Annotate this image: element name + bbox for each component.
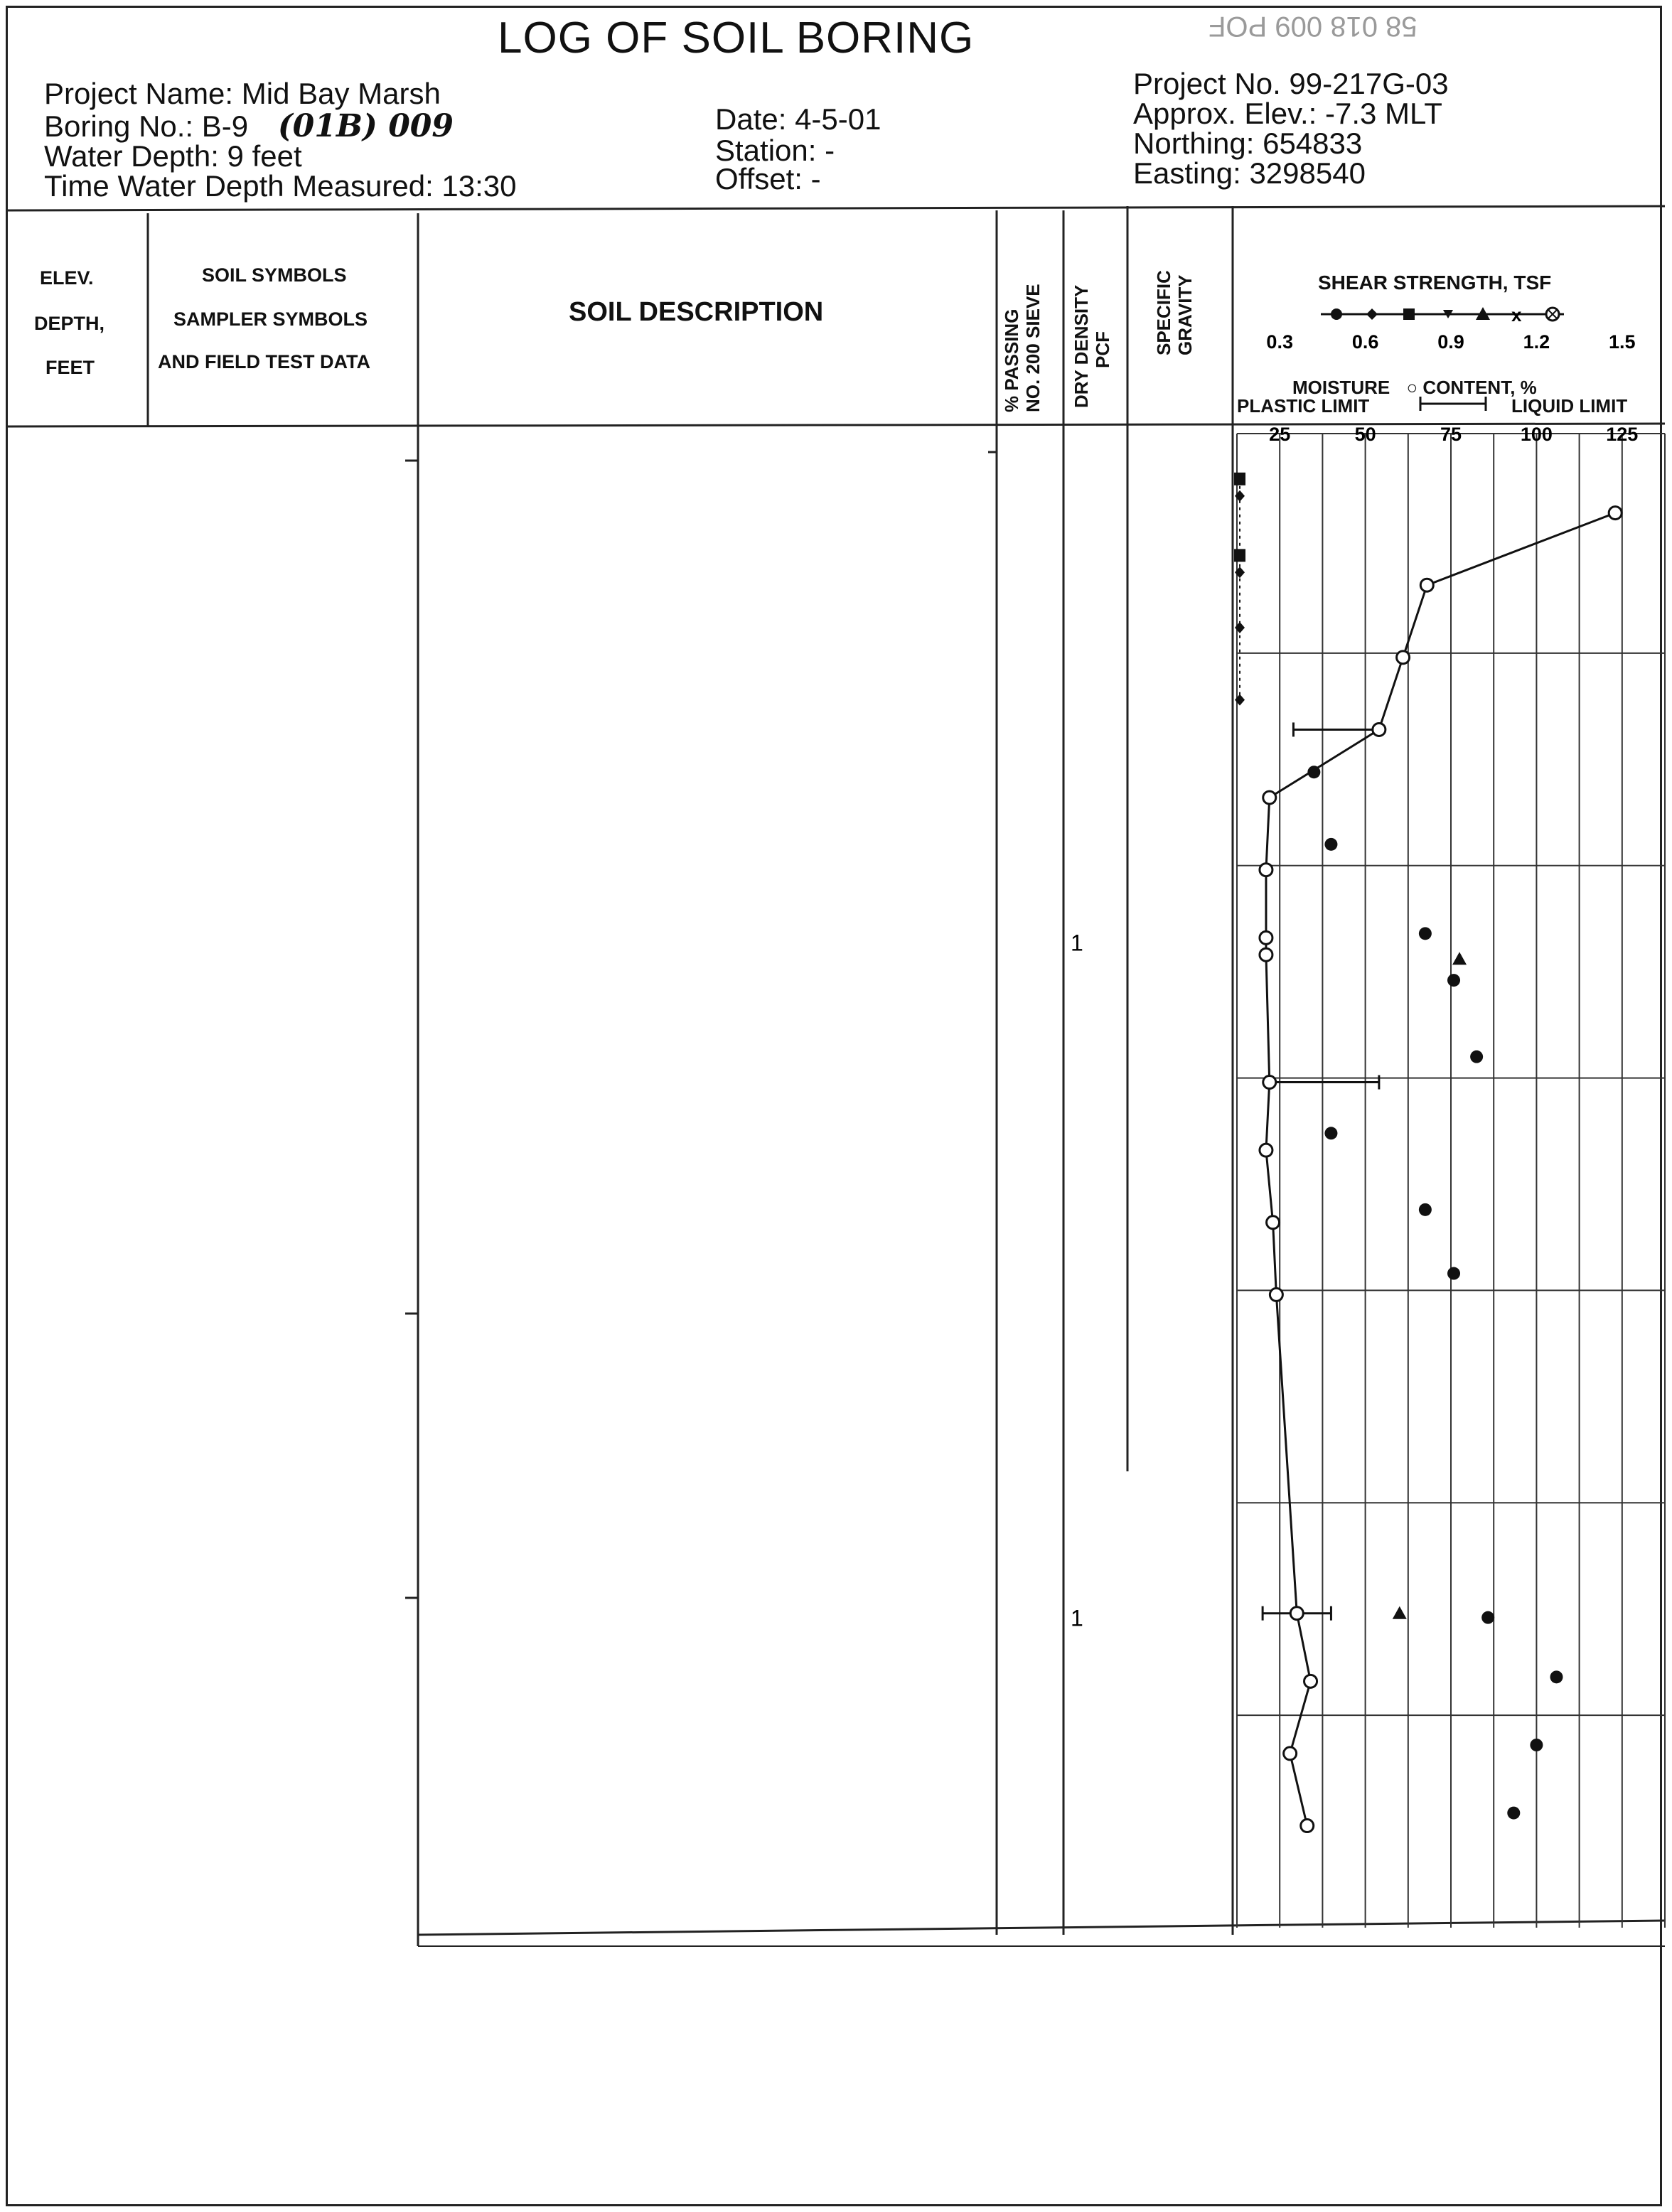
northing-label: Northing: — [1133, 127, 1255, 160]
shear-strength-point — [1324, 838, 1337, 851]
northing-value: 654833 — [1263, 127, 1363, 160]
col-percent-passing-line2: NO. 200 SIEVE — [1022, 284, 1044, 412]
shear-tick-label: 1.2 — [1523, 331, 1550, 353]
moisture-tick-label: 75 — [1440, 424, 1462, 445]
date-label: Date: — [715, 102, 787, 136]
shear-strength-point — [1234, 473, 1245, 485]
moisture-content-point — [1260, 931, 1272, 944]
moisture-content-point — [1290, 1607, 1303, 1620]
col-dry-density-line2: PCF — [1092, 331, 1113, 368]
shear-tick-label: 0.6 — [1351, 331, 1379, 353]
moisture-tick-label: 100 — [1520, 424, 1553, 445]
shear-tick-label: 0.3 — [1266, 331, 1293, 353]
shear-strength-point — [1452, 952, 1467, 965]
shear-strength-point — [1307, 766, 1320, 778]
boring-handwritten-note: (01B) 009 — [277, 108, 454, 144]
easting-value: 3298540 — [1249, 156, 1366, 190]
shear-strength-point — [1419, 1203, 1432, 1216]
moisture-tick-label: 50 — [1354, 424, 1376, 445]
moisture-content-point — [1284, 1747, 1297, 1760]
col-percent-passing-line1: % PASSING — [1001, 308, 1022, 412]
shear-strength-point — [1393, 1606, 1407, 1619]
moisture-content-point — [1609, 507, 1622, 520]
col-soil-symbols: SOIL SYMBOLS — [202, 264, 347, 286]
project-no-label: Project No. — [1133, 67, 1281, 100]
moisture-content-point — [1270, 1288, 1282, 1301]
moisture-open-circle-icon: ○ — [1406, 377, 1418, 398]
moisture-content-point — [1267, 1216, 1280, 1229]
offset-label: Offset: — [715, 162, 803, 195]
shear-strength-point — [1550, 1670, 1563, 1683]
shear-strength-point — [1470, 1051, 1483, 1063]
moisture-tick-label: 125 — [1606, 424, 1639, 445]
water-depth-value: 9 feet — [227, 139, 302, 173]
moisture-content-line — [1266, 513, 1615, 1826]
project-no-value: 99-217G-03 — [1289, 67, 1449, 100]
shear-strength-point — [1481, 1611, 1494, 1624]
col-soil-description: SOIL DESCRIPTION — [569, 297, 824, 327]
col-sampler-symbols: SAMPLER SYMBOLS — [173, 308, 368, 330]
boring-no-value: B-9 — [201, 109, 249, 143]
water-depth-label: Water Depth: — [44, 139, 219, 173]
moisture-content-point — [1260, 864, 1272, 876]
elevation-label: Approx. Elev.: — [1133, 97, 1317, 130]
offset-value: - — [810, 162, 821, 195]
shear-strength-point — [1447, 1267, 1460, 1280]
project-name-label: Project Name: — [44, 77, 234, 110]
plastic-limit-label: PLASTIC LIMIT — [1237, 395, 1370, 417]
moisture-content-point — [1263, 791, 1276, 804]
moisture-tick-label: 25 — [1269, 424, 1291, 445]
moisture-content-point — [1260, 1144, 1272, 1156]
moisture-content-label: CONTENT, % — [1422, 377, 1537, 398]
moisture-content-point — [1260, 948, 1272, 961]
shear-strength-point — [1324, 1127, 1337, 1139]
shear-strength-point — [1507, 1807, 1520, 1820]
col-field-test-data: AND FIELD TEST DATA — [158, 351, 370, 372]
form-title: LOG OF SOIL BORING — [498, 14, 975, 63]
shear-strength-title: SHEAR STRENGTH, TSF — [1318, 272, 1552, 294]
svg-text:x: x — [1511, 304, 1522, 326]
col-depth: DEPTH, — [34, 313, 105, 334]
moisture-content-point — [1304, 1675, 1317, 1687]
file-stamp: 58 018 009 POF — [1209, 11, 1418, 42]
shear-strength-point — [1234, 549, 1245, 562]
moisture-content-point — [1263, 1076, 1276, 1089]
shear-tick-label: 1.5 — [1609, 331, 1636, 353]
shear-strength-point — [1419, 927, 1432, 940]
project-name-value: Mid Bay Marsh — [241, 77, 441, 110]
station-value: - — [825, 134, 835, 167]
col-specific-gravity-line2: GRAVITY — [1174, 274, 1196, 355]
moisture-content-point — [1301, 1820, 1314, 1832]
time-measured-value: 13:30 — [441, 169, 517, 203]
liquid-limit-label: LIQUID LIMIT — [1511, 395, 1628, 417]
easting-label: Easting: — [1133, 156, 1241, 190]
time-measured-label: Time Water Depth Measured: — [44, 169, 434, 203]
col-elev: ELEV. — [40, 267, 94, 289]
shear-strength-point — [1530, 1739, 1543, 1751]
dry-density-mark: 1 — [1071, 1605, 1083, 1631]
col-specific-gravity-line1: SPECIFIC — [1153, 270, 1174, 355]
moisture-content-point — [1373, 723, 1386, 736]
dry-density-mark: 1 — [1071, 930, 1083, 956]
col-dry-density-line1: DRY DENSITY — [1071, 284, 1092, 408]
station-label: Station: — [715, 134, 817, 167]
shear-tick-label: 0.9 — [1437, 331, 1464, 353]
moisture-content-point — [1420, 579, 1433, 591]
moisture-content-point — [1397, 651, 1410, 664]
elevation-value: -7.3 MLT — [1325, 97, 1442, 130]
moisture-title: MOISTURE — [1292, 377, 1390, 398]
col-feet: FEET — [45, 357, 95, 378]
date-value: 4-5-01 — [795, 102, 881, 136]
shear-strength-point — [1447, 974, 1460, 987]
boring-no-label: Boring No.: — [44, 109, 194, 143]
